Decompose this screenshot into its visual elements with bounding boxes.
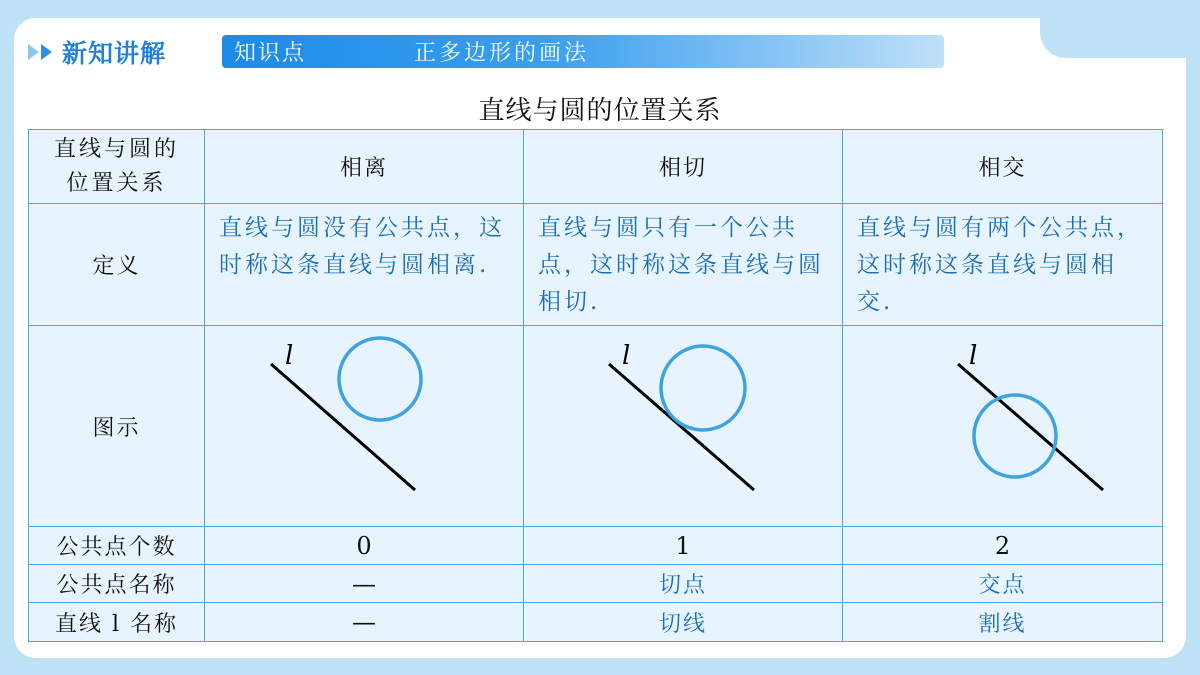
diagram-tangent-cell — [524, 326, 843, 527]
circle — [339, 338, 421, 420]
line-name-separate: — — [205, 603, 524, 642]
position-relation-table — [28, 129, 1163, 642]
table-row — [29, 565, 1163, 603]
table-title: 直线与圆的位置关系 — [478, 96, 722, 126]
line-label: l — [622, 341, 631, 371]
diagram-separate — [205, 326, 524, 526]
diagram-intersect-cell — [843, 326, 1163, 527]
table-row — [29, 326, 1163, 527]
definition-intersect: 直线与圆有两个公共点，这时称这条直线与圆相交. — [843, 204, 1163, 326]
column-header-separate: 相离 — [205, 130, 524, 204]
row-label-count: 公共点个数 — [29, 527, 205, 565]
line-l — [271, 364, 415, 490]
line-name-intersect: 割线 — [843, 603, 1163, 642]
diagram-separate-cell — [205, 326, 524, 527]
row-label-point-name: 公共点名称 — [29, 565, 205, 603]
card-notch — [1040, 18, 1186, 58]
table-row — [29, 204, 1163, 326]
row-label-line-name: 直线 l 名称 — [29, 603, 205, 642]
diagram-tangent — [524, 326, 843, 526]
line-label: l — [969, 341, 978, 371]
section-title: 新知讲解 — [62, 39, 167, 68]
line-label: l — [285, 341, 294, 371]
point-name-intersect: 交点 — [843, 565, 1163, 603]
row-label-definition: 定义 — [29, 204, 205, 326]
definition-separate: 直线与圆没有公共点，这时称这条直线与圆相离. — [205, 204, 524, 326]
line-name-tangent: 切线 — [524, 603, 843, 642]
circle — [661, 346, 745, 430]
table-row — [29, 603, 1163, 642]
column-header-tangent: 相切 — [524, 130, 843, 204]
count-separate: 0 — [205, 527, 524, 565]
row-label-diagram: 图示 — [29, 326, 205, 527]
knowledge-point-topic: 正多边形的画法 — [414, 41, 590, 66]
line-l — [609, 364, 754, 490]
line-l — [958, 364, 1103, 490]
count-tangent: 1 — [524, 527, 843, 565]
section-header — [28, 34, 166, 70]
point-name-tangent: 切点 — [524, 565, 843, 603]
table-row — [29, 130, 1163, 204]
definition-tangent: 直线与圆只有一个公共点，这时称这条直线与圆相切. — [524, 204, 843, 326]
column-header-intersect: 相交 — [843, 130, 1163, 204]
knowledge-point-label: 知识点 — [234, 41, 307, 66]
table-row — [29, 527, 1163, 565]
corner-header — [29, 130, 205, 204]
diagram-intersect — [843, 326, 1163, 526]
point-name-separate: — — [205, 565, 524, 603]
count-intersect: 2 — [843, 527, 1163, 565]
corner-header-text: 直线与圆的位置关系 — [53, 136, 179, 196]
knowledge-point-bar — [222, 35, 944, 68]
circle — [974, 395, 1056, 477]
double-arrow-icon — [28, 44, 54, 60]
